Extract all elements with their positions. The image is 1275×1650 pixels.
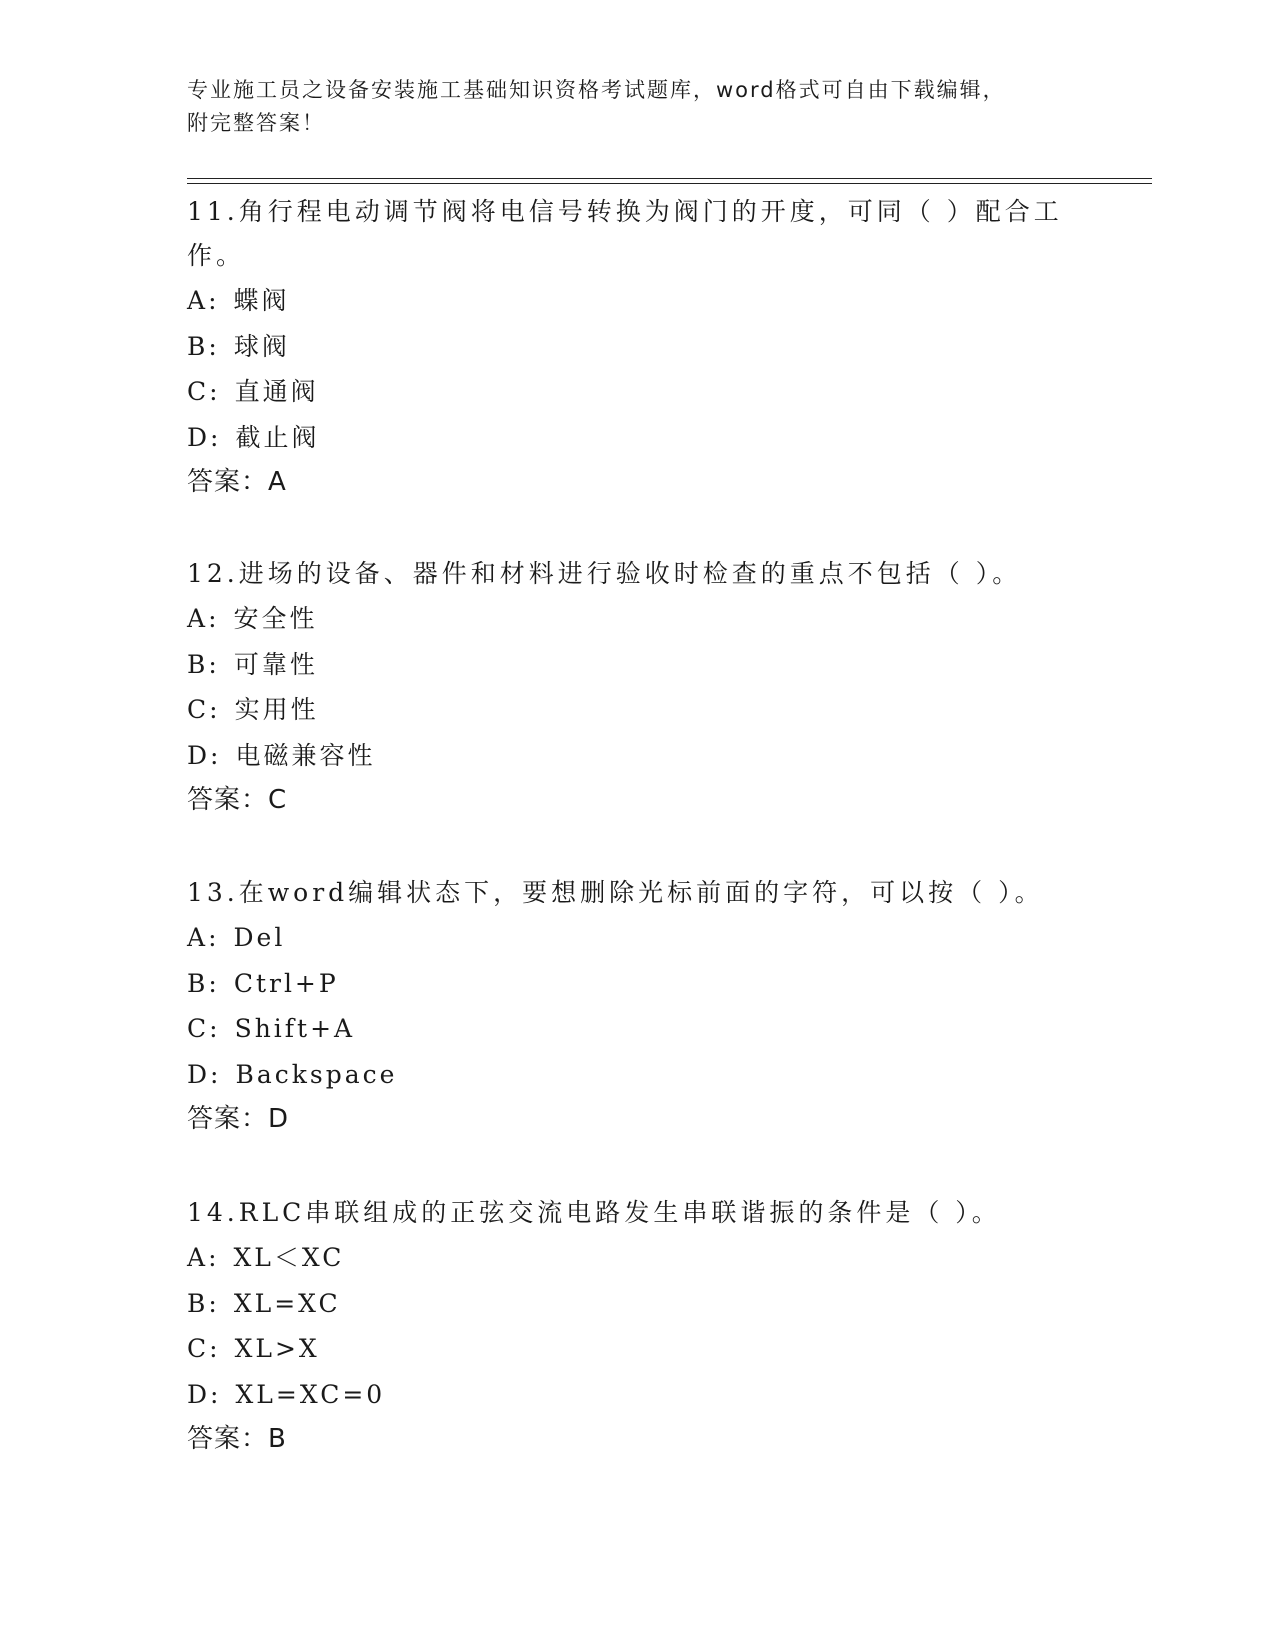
question-13 — [187, 871, 1067, 1141]
option-key: D — [187, 1059, 211, 1089]
option-text: 电磁兼容性 — [235, 740, 376, 770]
option-key: B — [187, 331, 209, 361]
option-text: Del — [233, 923, 286, 952]
option-key: C — [187, 377, 210, 406]
option-key: B — [187, 1288, 209, 1318]
option-a: A: 安全性 — [187, 604, 318, 633]
option-text: Backspace — [235, 1059, 398, 1089]
option-text: 安全性 — [233, 604, 318, 633]
question-stem: 14.RLC串联组成的正弦交流电路发生串联谐振的条件是（ ）。 — [187, 1198, 1001, 1227]
option-c: C: XL>X — [187, 1334, 320, 1363]
option-text: Shift+A — [234, 1014, 356, 1043]
option-text: 实用性 — [234, 695, 319, 724]
option-text: 蝶阀 — [233, 286, 290, 315]
option-key: C — [187, 1014, 210, 1043]
option-key: A — [187, 286, 209, 315]
option-key: B — [187, 968, 209, 998]
option-text: 截止阀 — [235, 422, 320, 452]
option-d: D: XL=XC=0 — [187, 1379, 386, 1409]
option-text: Ctrl+P — [233, 968, 339, 998]
option-a: A: Del — [187, 923, 286, 952]
option-key: D — [187, 1379, 211, 1409]
option-d: D: 电磁兼容性 — [187, 740, 376, 770]
question-stem: 11.角行程电动调节阀将电信号转换为阀门的开度，可同（ ）配合工作。 — [187, 197, 1063, 270]
option-key: C — [187, 695, 210, 724]
option-a: A: 蝶阀 — [187, 286, 290, 315]
option-key: A — [187, 923, 209, 952]
question-14 — [187, 1191, 1067, 1461]
option-b: B: Ctrl+P — [187, 968, 339, 998]
option-key: A — [187, 604, 209, 633]
answer-line: 答案：A — [187, 467, 287, 497]
answer-line: 答案：D — [187, 1104, 290, 1134]
option-c: C: 实用性 — [187, 695, 319, 724]
option-key: B — [187, 649, 209, 679]
answer-line: 答案：C — [187, 785, 288, 815]
option-b: B: 球阀 — [187, 331, 290, 361]
option-b: B: 可靠性 — [187, 649, 318, 679]
question-12 — [187, 552, 1067, 822]
document-header — [187, 74, 1067, 140]
option-c: C: Shift+A — [187, 1014, 356, 1043]
option-text: XL＜XC — [233, 1243, 345, 1272]
option-key: D — [187, 740, 211, 770]
header-line-1: 专业施工员之设备安装施工基础知识资格考试题库，word格式可自由下载编辑， — [187, 78, 1006, 102]
option-b: B: XL=XC — [187, 1288, 341, 1318]
question-stem: 13.在word编辑状态下，要想删除光标前面的字符，可以按（ ）。 — [187, 878, 1044, 907]
question-stem: 12.进场的设备、器件和材料进行验收时检查的重点不包括（ ）。 — [187, 559, 1022, 588]
option-key: D — [187, 422, 211, 452]
answer-line: 答案：B — [187, 1424, 287, 1454]
option-text: XL=XC=0 — [235, 1379, 386, 1409]
option-text: 直通阀 — [234, 377, 319, 406]
option-d: D: 截止阀 — [187, 422, 320, 452]
header-line-2: 附完整答案！ — [187, 111, 325, 135]
option-text: XL=XC — [233, 1288, 341, 1318]
option-a: A: XL＜XC — [187, 1243, 345, 1272]
option-c: C: 直通阀 — [187, 377, 319, 406]
question-11 — [187, 190, 1067, 504]
option-text: 可靠性 — [233, 649, 318, 679]
option-key: C — [187, 1334, 210, 1363]
option-d: D: Backspace — [187, 1059, 398, 1089]
option-text: 球阀 — [233, 331, 290, 361]
header-divider-bottom — [187, 183, 1152, 184]
option-key: A — [187, 1243, 209, 1272]
option-text: XL>X — [234, 1334, 320, 1363]
header-divider-top — [187, 178, 1152, 179]
